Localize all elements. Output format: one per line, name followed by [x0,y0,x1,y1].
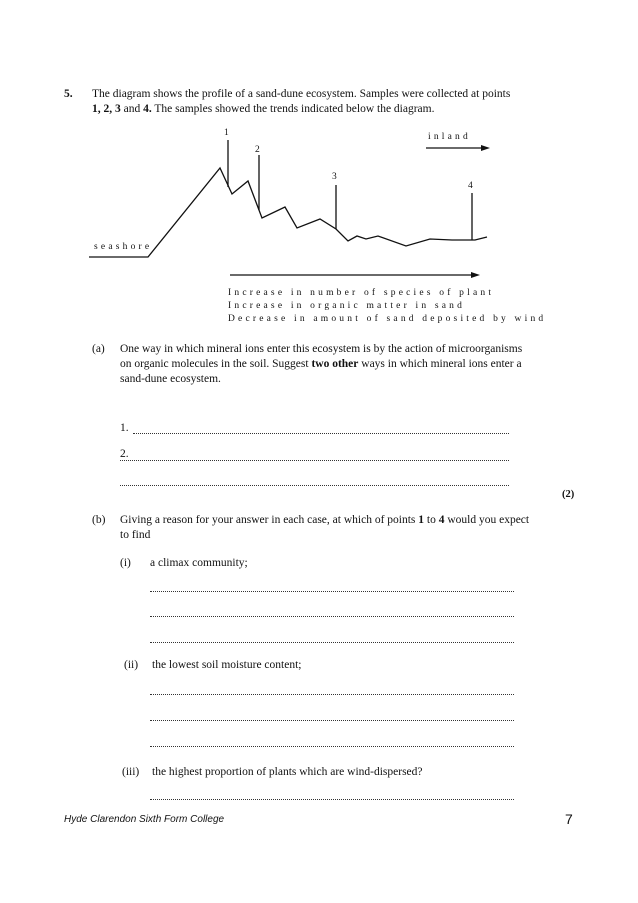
part-b-ii-text: the lowest soil moisture content; [152,659,302,671]
answer-line-a1[interactable] [133,433,509,434]
answer-line-bii-3[interactable] [150,746,514,747]
part-a-line2: on organic molecules in the soil. Suggest two other ways in which mineral ions enter a [120,358,522,370]
question-intro-line2: 1, 2, 3 and 4. The samples showed the trends indicated below the diagram. [92,103,435,115]
trend-arrow-head [471,272,480,278]
answer-line-a3[interactable] [120,485,509,486]
footer-page-number: 7 [565,811,573,827]
point-label-4: 4 [468,181,476,191]
trend-sand-deposition: Decrease in amount of sand deposited by wind [228,314,547,324]
seashore-label: seashore [94,242,153,252]
answer-line-bi-1[interactable] [150,591,514,592]
answer-line-bii-2[interactable] [150,720,514,721]
answer-2-prefix: 2. [120,448,129,460]
sand-dune-profile-diagram [0,0,638,330]
part-b-line1: Giving a reason for your answer in each case, at which of points 1 to 4 would you expect [120,514,530,526]
question-intro-line1: The diagram shows the profile of a sand-dune ecosystem. Samples were collected at points [92,88,511,100]
answer-line-biii-1[interactable] [150,799,514,800]
part-b-iii-label: (iii) [122,766,140,778]
part-b-label: (b) [92,514,106,526]
answer-line-bi-2[interactable] [150,616,514,617]
question-number: 5. [64,88,73,100]
part-b-i-text: a climax community; [150,557,248,569]
part-b-i-label: (i) [120,557,131,569]
part-b-line2: to find [120,529,151,541]
trend-species: Increase in number of species of plant [228,288,495,298]
point-label-2: 2 [255,145,263,155]
answer-line-bii-1[interactable] [150,694,514,695]
point-label-1: 1 [224,128,232,138]
footer-college-name: Hyde Clarendon Sixth Form College [64,814,225,825]
part-b-ii-label: (ii) [124,659,139,671]
trend-organic-matter: Increase in organic matter in sand [228,301,466,311]
inland-label: inland [428,132,471,142]
part-a-line3: sand-dune ecosystem. [120,373,221,385]
point-label-3: 3 [332,172,340,182]
inland-arrow-head [481,145,490,151]
part-a-line1: One way in which mineral ions enter this ecosystem is by the action of microorganisms [120,343,523,355]
part-b-iii-text: the highest proportion of plants which are wind-dispersed? [152,766,423,778]
part-a-label: (a) [92,343,105,355]
answer-line-a2[interactable] [120,460,509,461]
part-a-marks: (2) [562,489,575,500]
sand-dune-profile-svg [0,0,638,330]
answer-1-prefix: 1. [120,422,129,434]
answer-line-bi-3[interactable] [150,642,514,643]
